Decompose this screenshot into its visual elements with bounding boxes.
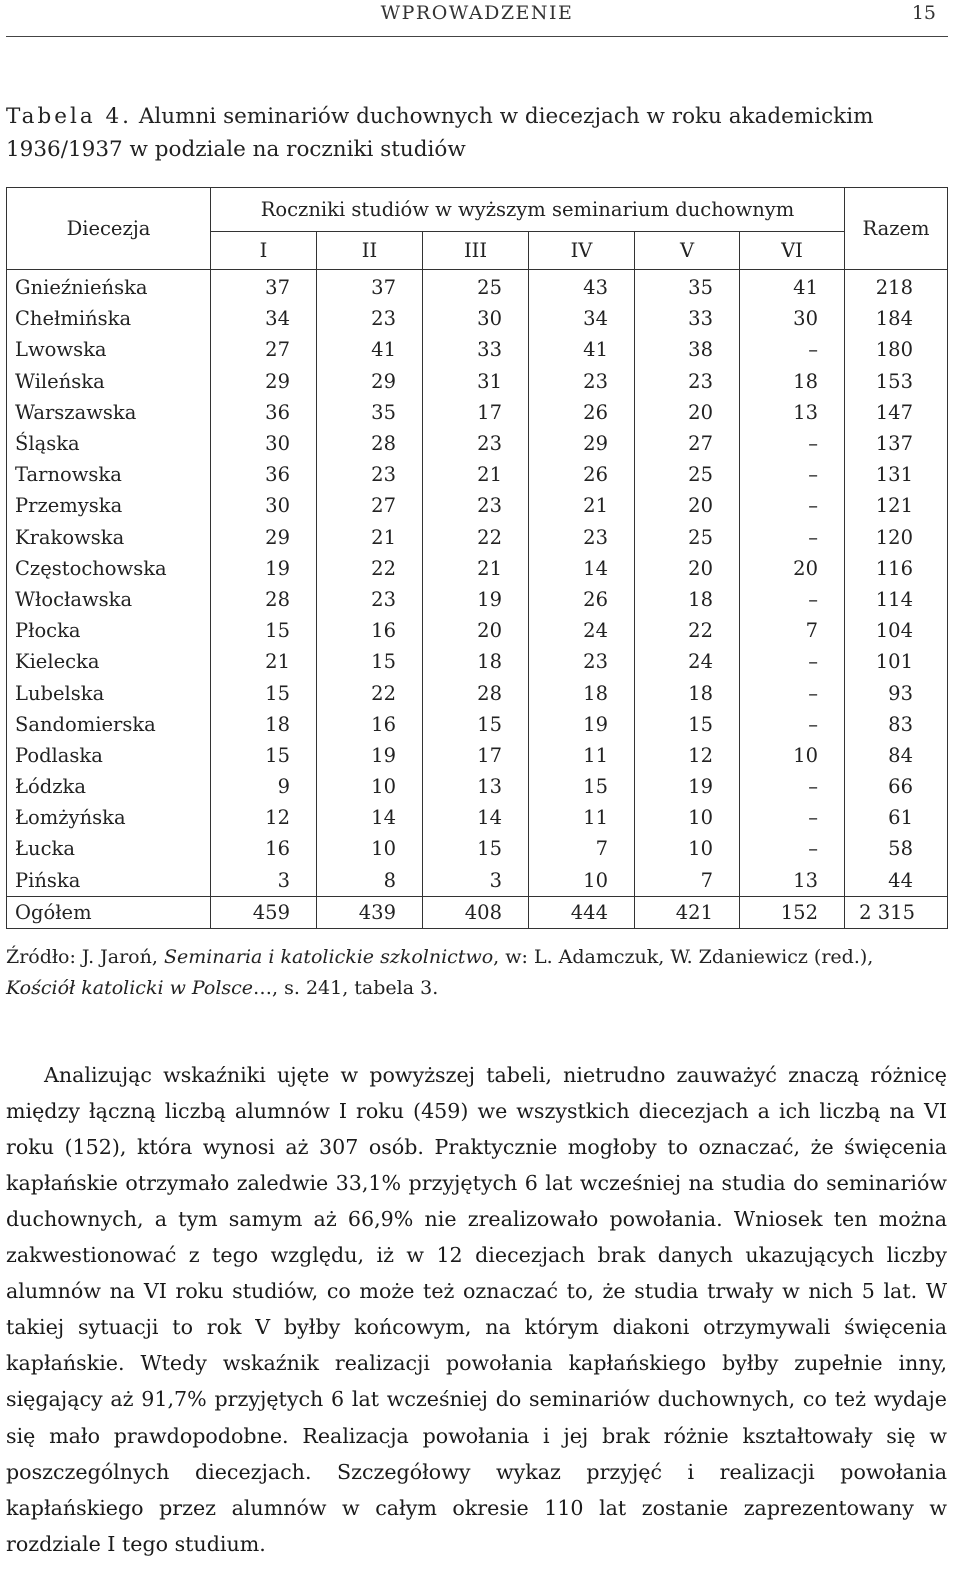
cell-year-3: 22 — [423, 522, 529, 553]
cell-year-6: – — [740, 428, 845, 459]
cell-year-3: 3 — [423, 865, 529, 897]
cell-year-1: 12 — [211, 802, 317, 833]
cell-total: 180 — [845, 334, 948, 365]
header-year-5: V — [635, 232, 740, 270]
cell-year-6: – — [740, 490, 845, 521]
table-row — [7, 833, 948, 864]
cell-year-4: 19 — [529, 709, 635, 740]
cell-year-5: 35 — [635, 270, 740, 304]
cell-year-4: 10 — [529, 865, 635, 897]
cell-year-3: 30 — [423, 303, 529, 334]
source-suffix: …, s. 241, tabela 3. — [253, 977, 439, 999]
cell-year-6: 10 — [740, 740, 845, 771]
cell-year-6: – — [740, 646, 845, 677]
cell-year-2: 22 — [317, 677, 423, 708]
diocese-name: Sandomierska — [7, 709, 211, 740]
table-row — [7, 270, 948, 304]
cell-total: 147 — [845, 397, 948, 428]
cell-year-3: 28 — [423, 677, 529, 708]
cell-total: 61 — [845, 802, 948, 833]
cell-year-3: 31 — [423, 366, 529, 397]
table-caption-label: Tabela 4. — [6, 104, 133, 129]
cell-year-5: 7 — [635, 865, 740, 897]
header-year-6: VI — [740, 232, 845, 270]
header-total: Razem — [845, 188, 948, 270]
cell-year-3: 21 — [423, 459, 529, 490]
cell-total: 93 — [845, 677, 948, 708]
cell-year-2: 10 — [317, 833, 423, 864]
cell-year-2: 16 — [317, 709, 423, 740]
diocese-name: Warszawska — [7, 397, 211, 428]
diocese-name: Chełmińska — [7, 303, 211, 334]
cell-year-6: – — [740, 459, 845, 490]
cell-year-4: 21 — [529, 490, 635, 521]
cell-total: 101 — [845, 646, 948, 677]
cell-year-3: 17 — [423, 397, 529, 428]
page-number: 15 — [911, 2, 936, 24]
cell-year-3: 23 — [423, 490, 529, 521]
cell-year-5: 27 — [635, 428, 740, 459]
cell-total: 84 — [845, 740, 948, 771]
cell-total: 116 — [845, 553, 948, 584]
cell-total: 121 — [845, 490, 948, 521]
diocese-name: Łódzka — [7, 771, 211, 802]
table-caption-text: Alumni seminariów duchownych w diecezjach w roku akademickim 1936/1937 w podziale na roczniki studiów — [6, 104, 874, 162]
table-row — [7, 303, 948, 334]
table-row — [7, 522, 948, 553]
cell-year-2: 29 — [317, 366, 423, 397]
cell-year-3: 19 — [423, 584, 529, 615]
cell-total: 218 — [845, 270, 948, 304]
cell-year-3: 18 — [423, 646, 529, 677]
diocese-name: Łomżyńska — [7, 802, 211, 833]
table-row — [7, 802, 948, 833]
cell-year-2: 21 — [317, 522, 423, 553]
cell-year-2: 8 — [317, 865, 423, 897]
cell-year-5: 20 — [635, 553, 740, 584]
header-year-group: Roczniki studiów w wyższym seminarium duchownym — [211, 188, 845, 232]
cell-year-1: 29 — [211, 366, 317, 397]
cell-total: 44 — [845, 865, 948, 897]
source-prefix: Źródło: J. Jaroń, — [6, 946, 164, 968]
cell-year-3: 20 — [423, 615, 529, 646]
cell-total: 66 — [845, 771, 948, 802]
total-year-6: 152 — [740, 896, 845, 928]
cell-year-1: 19 — [211, 553, 317, 584]
cell-year-3: 14 — [423, 802, 529, 833]
diocese-name: Podlaska — [7, 740, 211, 771]
cell-year-2: 15 — [317, 646, 423, 677]
diocese-name: Krakowska — [7, 522, 211, 553]
cell-year-2: 22 — [317, 553, 423, 584]
cell-year-6: 30 — [740, 303, 845, 334]
total-year-2: 439 — [317, 896, 423, 928]
table-caption — [6, 100, 950, 166]
cell-year-1: 16 — [211, 833, 317, 864]
header-year-2: II — [317, 232, 423, 270]
cell-year-1: 9 — [211, 771, 317, 802]
cell-year-1: 36 — [211, 459, 317, 490]
cell-year-5: 24 — [635, 646, 740, 677]
table-row — [7, 709, 948, 740]
cell-year-6: 18 — [740, 366, 845, 397]
cell-year-1: 30 — [211, 490, 317, 521]
cell-year-4: 43 — [529, 270, 635, 304]
cell-year-5: 18 — [635, 677, 740, 708]
cell-total: 184 — [845, 303, 948, 334]
cell-year-1: 15 — [211, 740, 317, 771]
cell-year-2: 28 — [317, 428, 423, 459]
cell-year-4: 26 — [529, 397, 635, 428]
seminary-students-table — [6, 187, 948, 929]
cell-year-5: 38 — [635, 334, 740, 365]
cell-year-1: 21 — [211, 646, 317, 677]
cell-year-4: 23 — [529, 646, 635, 677]
table-body — [7, 270, 948, 897]
diocese-name: Łucka — [7, 833, 211, 864]
diocese-name: Płocka — [7, 615, 211, 646]
cell-year-2: 19 — [317, 740, 423, 771]
header-year-4: IV — [529, 232, 635, 270]
cell-total: 120 — [845, 522, 948, 553]
table-row — [7, 459, 948, 490]
header-year-1: I — [211, 232, 317, 270]
table-row — [7, 490, 948, 521]
diocese-name: Wileńska — [7, 366, 211, 397]
cell-year-4: 24 — [529, 615, 635, 646]
cell-year-6: 20 — [740, 553, 845, 584]
cell-total: 131 — [845, 459, 948, 490]
cell-year-2: 41 — [317, 334, 423, 365]
diocese-name: Gnieźnieńska — [7, 270, 211, 304]
cell-year-4: 15 — [529, 771, 635, 802]
cell-year-1: 15 — [211, 615, 317, 646]
cell-year-5: 20 — [635, 397, 740, 428]
table-row — [7, 366, 948, 397]
body-paragraph: Analizując wskaźniki ujęte w powyższej tabeli, nietrudno zauważyć znaczą różnicę między łączną liczbą alumnów I roku (459) we wszystkich diecezjach a ich liczbą na VI roku (152), która wynosi aż 307 osób. Praktycznie mogłoby to oznaczać, że święcenia kapłańskie otrzymało zaledwie 33,1% przyjętych 6 lat wcześniej na studia do seminariów duchownych, a tym samym aż 66,9% nie zrealizowało powołania. Wniosek ten można zakwestionować z tego względu, iż w 12 diecezjach brak danych ukazujących liczby alumnów na VI roku studiów, co może też oznaczać to, że studia trwały w nich 5 lat. W takiej sytuacji to rok V byłby końcowym, na którym diakoni otrzymywali święcenia kapłańskie. Wtedy wskaźnik realizacji powołania kapłańskiego byłby zupełnie inny, sięgający aż 91,7% przyjętych 6 lat wcześniej do seminariów duchownych, co też wydaje się mało prawdopodobne. Realizacja powołania i jej brak różnie kształtowały się w poszczególnych diecezjach. Szczegółowy wykaz przyjęć i realizacji powołania kapłańskiego przez alumnów w całym okresie 110 lat zostanie zaprezentowany w rozdziale I tego studium. — [6, 1062, 947, 1556]
cell-year-4: 34 — [529, 303, 635, 334]
cell-year-6: – — [740, 802, 845, 833]
cell-year-6: 41 — [740, 270, 845, 304]
cell-year-3: 21 — [423, 553, 529, 584]
cell-year-6: 7 — [740, 615, 845, 646]
table-row — [7, 428, 948, 459]
cell-year-5: 15 — [635, 709, 740, 740]
cell-year-3: 23 — [423, 428, 529, 459]
table-row — [7, 615, 948, 646]
total-label: Ogółem — [7, 896, 211, 928]
cell-total: 58 — [845, 833, 948, 864]
cell-year-6: 13 — [740, 865, 845, 897]
cell-year-1: 28 — [211, 584, 317, 615]
cell-year-4: 26 — [529, 584, 635, 615]
total-year-1: 459 — [211, 896, 317, 928]
cell-year-5: 22 — [635, 615, 740, 646]
table-row — [7, 740, 948, 771]
cell-year-3: 15 — [423, 709, 529, 740]
cell-year-2: 27 — [317, 490, 423, 521]
cell-year-6: – — [740, 709, 845, 740]
header-diocese: Diecezja — [7, 188, 211, 270]
cell-year-5: 10 — [635, 833, 740, 864]
cell-year-6: – — [740, 522, 845, 553]
source-middle: , w: L. Adamczuk, W. Zdaniewicz (red.), — [493, 946, 874, 968]
cell-year-5: 10 — [635, 802, 740, 833]
cell-year-5: 25 — [635, 459, 740, 490]
cell-year-1: 15 — [211, 677, 317, 708]
cell-year-2: 35 — [317, 397, 423, 428]
table-row — [7, 646, 948, 677]
cell-year-4: 11 — [529, 802, 635, 833]
cell-total: 83 — [845, 709, 948, 740]
cell-year-2: 14 — [317, 802, 423, 833]
cell-year-6: – — [740, 584, 845, 615]
diocese-name: Kielecka — [7, 646, 211, 677]
diocese-name: Śląska — [7, 428, 211, 459]
cell-year-3: 13 — [423, 771, 529, 802]
cell-year-5: 33 — [635, 303, 740, 334]
cell-year-5: 20 — [635, 490, 740, 521]
cell-year-1: 36 — [211, 397, 317, 428]
cell-year-4: 26 — [529, 459, 635, 490]
cell-year-3: 33 — [423, 334, 529, 365]
cell-year-1: 3 — [211, 865, 317, 897]
cell-year-4: 7 — [529, 833, 635, 864]
diocese-name: Lubelska — [7, 677, 211, 708]
cell-year-5: 19 — [635, 771, 740, 802]
cell-year-6: – — [740, 677, 845, 708]
header-year-3: III — [423, 232, 529, 270]
diocese-name: Częstochowska — [7, 553, 211, 584]
source-title-1: Seminaria i katolickie szkolnictwo — [163, 946, 494, 968]
running-head — [6, 0, 948, 37]
table-row — [7, 334, 948, 365]
running-head-title: WPROWADZENIE — [380, 2, 574, 24]
cell-year-1: 34 — [211, 303, 317, 334]
cell-year-4: 18 — [529, 677, 635, 708]
cell-year-1: 18 — [211, 709, 317, 740]
cell-total: 137 — [845, 428, 948, 459]
cell-year-6: – — [740, 833, 845, 864]
cell-total: 153 — [845, 366, 948, 397]
table-row — [7, 771, 948, 802]
cell-year-2: 16 — [317, 615, 423, 646]
total-year-4: 444 — [529, 896, 635, 928]
table-row — [7, 677, 948, 708]
cell-year-1: 27 — [211, 334, 317, 365]
table-source-note — [6, 942, 950, 1004]
cell-year-6: 13 — [740, 397, 845, 428]
diocese-name: Włocławska — [7, 584, 211, 615]
cell-year-2: 10 — [317, 771, 423, 802]
cell-year-2: 37 — [317, 270, 423, 304]
table-row — [7, 865, 948, 897]
source-title-2: Kościół katolicki w Polsce — [6, 977, 254, 999]
cell-year-4: 23 — [529, 522, 635, 553]
cell-year-3: 15 — [423, 833, 529, 864]
diocese-name: Pińska — [7, 865, 211, 897]
cell-year-2: 23 — [317, 303, 423, 334]
diocese-name: Przemyska — [7, 490, 211, 521]
cell-year-2: 23 — [317, 584, 423, 615]
cell-year-1: 30 — [211, 428, 317, 459]
cell-year-5: 25 — [635, 522, 740, 553]
cell-year-3: 25 — [423, 270, 529, 304]
cell-year-4: 11 — [529, 740, 635, 771]
cell-year-4: 29 — [529, 428, 635, 459]
diocese-name: Tarnowska — [7, 459, 211, 490]
cell-year-1: 37 — [211, 270, 317, 304]
total-year-5: 421 — [635, 896, 740, 928]
cell-year-4: 14 — [529, 553, 635, 584]
cell-total: 114 — [845, 584, 948, 615]
cell-total: 104 — [845, 615, 948, 646]
cell-year-4: 41 — [529, 334, 635, 365]
total-year-3: 408 — [423, 896, 529, 928]
cell-year-6: – — [740, 771, 845, 802]
cell-year-1: 29 — [211, 522, 317, 553]
cell-year-5: 23 — [635, 366, 740, 397]
cell-year-2: 23 — [317, 459, 423, 490]
table-row — [7, 397, 948, 428]
grand-total: 2 315 — [845, 896, 948, 928]
table-row — [7, 584, 948, 615]
cell-year-5: 18 — [635, 584, 740, 615]
cell-year-5: 12 — [635, 740, 740, 771]
cell-year-4: 23 — [529, 366, 635, 397]
diocese-name: Lwowska — [7, 334, 211, 365]
cell-year-3: 17 — [423, 740, 529, 771]
table-total-row — [7, 896, 948, 928]
table-row — [7, 553, 948, 584]
cell-year-6: – — [740, 334, 845, 365]
